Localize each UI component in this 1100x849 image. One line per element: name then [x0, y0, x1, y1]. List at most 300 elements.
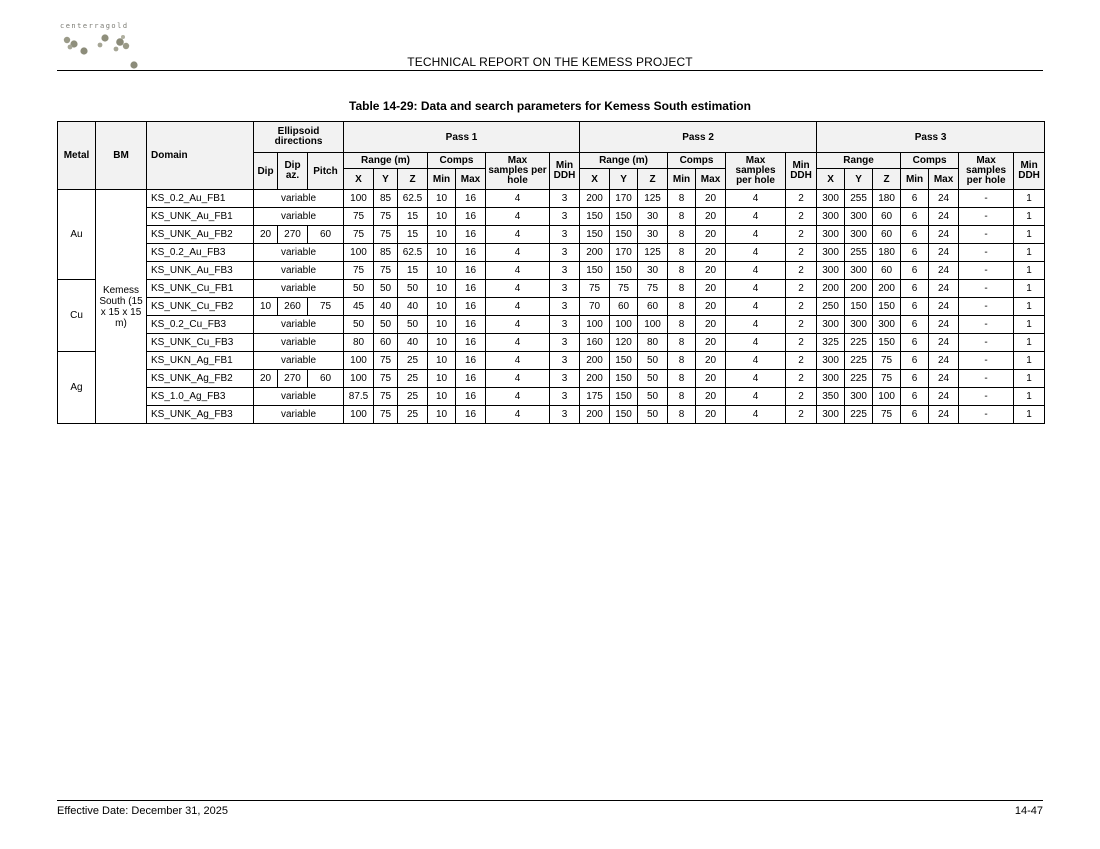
header-bm: BM	[96, 122, 147, 190]
header-p2-comps: Comps	[668, 153, 726, 169]
p2-z-cell: 125	[638, 244, 668, 262]
p1-x-cell: 75	[344, 226, 374, 244]
p3-z-cell: 300	[873, 316, 901, 334]
ellipsoid-dip-cell: 20	[254, 370, 278, 388]
p3-min-ddh-cell: 1	[1014, 244, 1045, 262]
p3-max-samples-cell: -	[959, 208, 1014, 226]
table-row	[58, 334, 1045, 352]
table-row	[58, 190, 1045, 208]
p3-comps-min-cell: 6	[901, 388, 929, 406]
p1-x-cell: 100	[344, 190, 374, 208]
p2-comps-max-cell: 20	[696, 370, 726, 388]
p1-z-cell: 15	[398, 262, 428, 280]
ellipsoid-dip-cell: 20	[254, 226, 278, 244]
p1-x-cell: 100	[344, 352, 374, 370]
bm-cell: Kemess South (15 x 15 x 15 m)	[96, 190, 147, 424]
footer-divider	[57, 800, 1043, 801]
p3-max-samples-cell: -	[959, 406, 1014, 424]
ellipsoid-dip-az-cell: 260	[278, 298, 308, 316]
p3-comps-max-cell: 24	[929, 226, 959, 244]
p2-comps-max-cell: 20	[696, 298, 726, 316]
table-row	[58, 280, 1045, 298]
domain-cell: KS_0.2_Cu_FB3	[147, 316, 254, 334]
p3-min-ddh-cell: 1	[1014, 316, 1045, 334]
estimation-parameters-table-container	[57, 121, 1044, 424]
p2-y-cell: 150	[610, 406, 638, 424]
p1-z-cell: 40	[398, 298, 428, 316]
p2-comps-min-cell: 8	[668, 406, 696, 424]
p3-x-cell: 200	[817, 280, 845, 298]
ellipsoid-variable-cell: variable	[254, 262, 344, 280]
p3-min-ddh-cell: 1	[1014, 388, 1045, 406]
p2-max-samples-cell: 4	[726, 352, 786, 370]
p3-z-cell: 150	[873, 298, 901, 316]
header-p1-x: X	[344, 169, 374, 190]
p3-comps-max-cell: 24	[929, 352, 959, 370]
domain-cell: KS_UNK_Au_FB1	[147, 208, 254, 226]
p1-min-ddh-cell: 3	[550, 316, 580, 334]
p1-min-ddh-cell: 3	[550, 352, 580, 370]
p2-comps-max-cell: 20	[696, 334, 726, 352]
p3-x-cell: 300	[817, 352, 845, 370]
p1-x-cell: 80	[344, 334, 374, 352]
p1-x-cell: 87.5	[344, 388, 374, 406]
p3-z-cell: 200	[873, 280, 901, 298]
p3-x-cell: 300	[817, 262, 845, 280]
p3-comps-min-cell: 6	[901, 190, 929, 208]
p3-z-cell: 180	[873, 244, 901, 262]
p2-x-cell: 100	[580, 316, 610, 334]
p2-z-cell: 50	[638, 352, 668, 370]
p2-z-cell: 50	[638, 388, 668, 406]
p1-y-cell: 75	[374, 406, 398, 424]
p3-x-cell: 300	[817, 226, 845, 244]
ellipsoid-variable-cell: variable	[254, 406, 344, 424]
p2-z-cell: 30	[638, 226, 668, 244]
ellipsoid-variable-cell: variable	[254, 352, 344, 370]
p2-x-cell: 200	[580, 244, 610, 262]
p1-comps-min-cell: 10	[428, 370, 456, 388]
p3-z-cell: 100	[873, 388, 901, 406]
p3-y-cell: 300	[845, 208, 873, 226]
header-pass-3: Pass 3	[817, 122, 1045, 153]
p1-max-samples-cell: 4	[486, 280, 550, 298]
p1-z-cell: 50	[398, 280, 428, 298]
p2-z-cell: 30	[638, 208, 668, 226]
p1-comps-min-cell: 10	[428, 190, 456, 208]
p1-z-cell: 15	[398, 226, 428, 244]
header-p2-x: X	[580, 169, 610, 190]
p3-max-samples-cell: -	[959, 190, 1014, 208]
header-p1-min-ddh: Min DDH	[550, 153, 580, 190]
p3-z-cell: 60	[873, 262, 901, 280]
p3-min-ddh-cell: 1	[1014, 370, 1045, 388]
table-row	[58, 298, 1045, 316]
metal-cell: Ag	[58, 352, 96, 424]
p3-z-cell: 60	[873, 208, 901, 226]
p2-max-samples-cell: 4	[726, 316, 786, 334]
p2-comps-min-cell: 8	[668, 244, 696, 262]
p1-y-cell: 40	[374, 298, 398, 316]
p2-min-ddh-cell: 2	[786, 352, 817, 370]
p2-comps-max-cell: 20	[696, 316, 726, 334]
p2-x-cell: 200	[580, 190, 610, 208]
ellipsoid-variable-cell: variable	[254, 334, 344, 352]
p2-min-ddh-cell: 2	[786, 370, 817, 388]
header-p2-range: Range (m)	[580, 153, 668, 169]
p1-comps-max-cell: 16	[456, 388, 486, 406]
domain-cell: KS_UNK_Cu_FB2	[147, 298, 254, 316]
domain-cell: KS_UNK_Ag_FB3	[147, 406, 254, 424]
p2-max-samples-cell: 4	[726, 406, 786, 424]
header-p2-min: Min	[668, 169, 696, 190]
domain-cell: KS_UNK_Au_FB2	[147, 226, 254, 244]
p1-min-ddh-cell: 3	[550, 226, 580, 244]
p1-x-cell: 75	[344, 208, 374, 226]
p2-max-samples-cell: 4	[726, 226, 786, 244]
header-p1-min: Min	[428, 169, 456, 190]
header-p1-max-samples: Max samples per hole	[486, 153, 550, 190]
p3-z-cell: 75	[873, 406, 901, 424]
p1-comps-max-cell: 16	[456, 208, 486, 226]
p1-x-cell: 100	[344, 244, 374, 262]
estimation-parameters-table	[57, 121, 1045, 424]
p3-max-samples-cell: -	[959, 388, 1014, 406]
p1-min-ddh-cell: 3	[550, 280, 580, 298]
p3-comps-max-cell: 24	[929, 280, 959, 298]
p1-comps-max-cell: 16	[456, 316, 486, 334]
p2-x-cell: 150	[580, 226, 610, 244]
p3-comps-max-cell: 24	[929, 370, 959, 388]
header-p3-x: X	[817, 169, 845, 190]
p1-min-ddh-cell: 3	[550, 208, 580, 226]
p2-max-samples-cell: 4	[726, 262, 786, 280]
p1-x-cell: 50	[344, 280, 374, 298]
p2-max-samples-cell: 4	[726, 388, 786, 406]
p3-z-cell: 75	[873, 370, 901, 388]
p1-min-ddh-cell: 3	[550, 262, 580, 280]
header-p1-y: Y	[374, 169, 398, 190]
p1-min-ddh-cell: 3	[550, 244, 580, 262]
p1-y-cell: 75	[374, 388, 398, 406]
p2-min-ddh-cell: 2	[786, 190, 817, 208]
domain-cell: KS_0.2_Au_FB1	[147, 190, 254, 208]
p1-y-cell: 50	[374, 316, 398, 334]
p1-y-cell: 85	[374, 190, 398, 208]
p1-z-cell: 25	[398, 388, 428, 406]
p1-comps-max-cell: 16	[456, 280, 486, 298]
p2-max-samples-cell: 4	[726, 298, 786, 316]
p2-comps-max-cell: 20	[696, 208, 726, 226]
p2-comps-max-cell: 20	[696, 262, 726, 280]
p1-min-ddh-cell: 3	[550, 406, 580, 424]
ellipsoid-variable-cell: variable	[254, 280, 344, 298]
domain-cell: KS_UNK_Cu_FB3	[147, 334, 254, 352]
p3-comps-max-cell: 24	[929, 244, 959, 262]
p1-x-cell: 75	[344, 262, 374, 280]
p2-max-samples-cell: 4	[726, 370, 786, 388]
p3-x-cell: 350	[817, 388, 845, 406]
p3-min-ddh-cell: 1	[1014, 334, 1045, 352]
p2-x-cell: 200	[580, 370, 610, 388]
table-row	[58, 262, 1045, 280]
header-p1-max: Max	[456, 169, 486, 190]
p3-comps-min-cell: 6	[901, 280, 929, 298]
p3-y-cell: 225	[845, 334, 873, 352]
p1-y-cell: 75	[374, 226, 398, 244]
p3-y-cell: 300	[845, 316, 873, 334]
metal-cell: Cu	[58, 280, 96, 352]
p3-max-samples-cell: -	[959, 316, 1014, 334]
p3-min-ddh-cell: 1	[1014, 208, 1045, 226]
p2-comps-min-cell: 8	[668, 280, 696, 298]
p2-y-cell: 150	[610, 208, 638, 226]
p1-comps-max-cell: 16	[456, 406, 486, 424]
p1-comps-max-cell: 16	[456, 226, 486, 244]
p3-x-cell: 300	[817, 244, 845, 262]
report-title: TECHNICAL REPORT ON THE KEMESS PROJECT	[407, 55, 693, 69]
header-p3-y: Y	[845, 169, 873, 190]
p3-min-ddh-cell: 1	[1014, 406, 1045, 424]
p2-comps-max-cell: 20	[696, 244, 726, 262]
p1-max-samples-cell: 4	[486, 406, 550, 424]
p3-comps-min-cell: 6	[901, 244, 929, 262]
p1-comps-min-cell: 10	[428, 388, 456, 406]
ellipsoid-pitch-cell: 60	[308, 370, 344, 388]
p3-comps-max-cell: 24	[929, 334, 959, 352]
p3-x-cell: 300	[817, 208, 845, 226]
p1-y-cell: 50	[374, 280, 398, 298]
p1-comps-min-cell: 10	[428, 280, 456, 298]
header-metal: Metal	[58, 122, 96, 190]
p3-max-samples-cell: -	[959, 226, 1014, 244]
p3-min-ddh-cell: 1	[1014, 226, 1045, 244]
domain-cell: KS_0.2_Au_FB3	[147, 244, 254, 262]
metal-cell: Au	[58, 190, 96, 280]
table-row	[58, 388, 1045, 406]
header-p2-max-samples: Max samples per hole	[726, 153, 786, 190]
p3-comps-min-cell: 6	[901, 334, 929, 352]
p3-comps-max-cell: 24	[929, 316, 959, 334]
p3-min-ddh-cell: 1	[1014, 298, 1045, 316]
p3-comps-min-cell: 6	[901, 406, 929, 424]
domain-cell: KS_1.0_Ag_FB3	[147, 388, 254, 406]
p1-y-cell: 85	[374, 244, 398, 262]
p2-comps-min-cell: 8	[668, 298, 696, 316]
p3-comps-max-cell: 24	[929, 208, 959, 226]
p1-y-cell: 75	[374, 352, 398, 370]
p1-x-cell: 100	[344, 370, 374, 388]
ellipsoid-variable-cell: variable	[254, 244, 344, 262]
p1-z-cell: 40	[398, 334, 428, 352]
p2-z-cell: 50	[638, 370, 668, 388]
p2-y-cell: 100	[610, 316, 638, 334]
p3-comps-max-cell: 24	[929, 388, 959, 406]
p3-y-cell: 225	[845, 370, 873, 388]
p2-min-ddh-cell: 2	[786, 316, 817, 334]
page-number: 14-47	[1014, 805, 1043, 817]
header-ellipsoid-directions: Ellipsoid directions	[254, 122, 344, 153]
p1-max-samples-cell: 4	[486, 388, 550, 406]
header-p1-comps: Comps	[428, 153, 486, 169]
p3-x-cell: 300	[817, 316, 845, 334]
p3-comps-min-cell: 6	[901, 208, 929, 226]
logo-wordmark: centerragold	[60, 22, 129, 30]
p2-y-cell: 150	[610, 388, 638, 406]
header-p2-max: Max	[696, 169, 726, 190]
p3-z-cell: 150	[873, 334, 901, 352]
p2-min-ddh-cell: 2	[786, 334, 817, 352]
p2-z-cell: 125	[638, 190, 668, 208]
p1-max-samples-cell: 4	[486, 370, 550, 388]
p2-comps-max-cell: 20	[696, 280, 726, 298]
p1-comps-min-cell: 10	[428, 406, 456, 424]
ellipsoid-variable-cell: variable	[254, 208, 344, 226]
ellipsoid-variable-cell: variable	[254, 190, 344, 208]
table-row	[58, 370, 1045, 388]
p1-z-cell: 62.5	[398, 190, 428, 208]
p2-min-ddh-cell: 2	[786, 298, 817, 316]
p2-comps-max-cell: 20	[696, 190, 726, 208]
p2-max-samples-cell: 4	[726, 208, 786, 226]
header-p2-y: Y	[610, 169, 638, 190]
p1-comps-min-cell: 10	[428, 316, 456, 334]
header-p1-z: Z	[398, 169, 428, 190]
p1-min-ddh-cell: 3	[550, 298, 580, 316]
p1-y-cell: 75	[374, 370, 398, 388]
p1-min-ddh-cell: 3	[550, 388, 580, 406]
p1-max-samples-cell: 4	[486, 352, 550, 370]
p1-z-cell: 25	[398, 370, 428, 388]
p3-z-cell: 75	[873, 352, 901, 370]
p3-y-cell: 255	[845, 190, 873, 208]
p2-max-samples-cell: 4	[726, 190, 786, 208]
p2-x-cell: 175	[580, 388, 610, 406]
domain-cell: KS_UNK_Cu_FB1	[147, 280, 254, 298]
table-row	[58, 406, 1045, 424]
p3-comps-min-cell: 6	[901, 298, 929, 316]
p2-min-ddh-cell: 2	[786, 262, 817, 280]
header-pass-2: Pass 2	[580, 122, 817, 153]
p3-comps-min-cell: 6	[901, 316, 929, 334]
p1-min-ddh-cell: 3	[550, 190, 580, 208]
ellipsoid-variable-cell: variable	[254, 388, 344, 406]
p1-comps-min-cell: 10	[428, 226, 456, 244]
p3-x-cell: 250	[817, 298, 845, 316]
p2-comps-max-cell: 20	[696, 388, 726, 406]
p3-x-cell: 300	[817, 406, 845, 424]
p1-comps-max-cell: 16	[456, 262, 486, 280]
ellipsoid-dip-cell: 10	[254, 298, 278, 316]
header-pitch: Pitch	[308, 153, 344, 190]
p1-comps-max-cell: 16	[456, 352, 486, 370]
p1-comps-min-cell: 10	[428, 334, 456, 352]
p1-x-cell: 50	[344, 316, 374, 334]
p3-min-ddh-cell: 1	[1014, 190, 1045, 208]
p2-max-samples-cell: 4	[726, 244, 786, 262]
p2-y-cell: 150	[610, 370, 638, 388]
p3-comps-max-cell: 24	[929, 262, 959, 280]
table-row	[58, 208, 1045, 226]
p3-y-cell: 200	[845, 280, 873, 298]
p1-y-cell: 60	[374, 334, 398, 352]
p2-y-cell: 170	[610, 190, 638, 208]
header-p2-min-ddh: Min DDH	[786, 153, 817, 190]
p1-z-cell: 25	[398, 406, 428, 424]
p2-y-cell: 170	[610, 244, 638, 262]
p1-max-samples-cell: 4	[486, 298, 550, 316]
p2-x-cell: 75	[580, 280, 610, 298]
p2-z-cell: 75	[638, 280, 668, 298]
p1-comps-min-cell: 10	[428, 298, 456, 316]
p3-y-cell: 300	[845, 226, 873, 244]
header-p3-comps: Comps	[901, 153, 959, 169]
header-p3-max: Max	[929, 169, 959, 190]
p3-comps-min-cell: 6	[901, 262, 929, 280]
p3-comps-max-cell: 24	[929, 298, 959, 316]
p2-y-cell: 120	[610, 334, 638, 352]
header-p3-z: Z	[873, 169, 901, 190]
table-title: Table 14-29: Data and search parameters for Kemess South estimation	[349, 99, 751, 113]
p3-y-cell: 255	[845, 244, 873, 262]
p1-z-cell: 25	[398, 352, 428, 370]
table-row	[58, 352, 1045, 370]
p1-min-ddh-cell: 3	[550, 370, 580, 388]
p3-comps-min-cell: 6	[901, 226, 929, 244]
p2-comps-min-cell: 8	[668, 334, 696, 352]
header-dip: Dip	[254, 153, 278, 190]
p1-comps-min-cell: 10	[428, 262, 456, 280]
p2-min-ddh-cell: 2	[786, 208, 817, 226]
p1-comps-max-cell: 16	[456, 244, 486, 262]
p1-z-cell: 15	[398, 208, 428, 226]
p3-min-ddh-cell: 1	[1014, 280, 1045, 298]
p3-max-samples-cell: -	[959, 262, 1014, 280]
p2-y-cell: 60	[610, 298, 638, 316]
p1-y-cell: 75	[374, 262, 398, 280]
header-domain: Domain	[147, 122, 254, 190]
p3-y-cell: 300	[845, 388, 873, 406]
p2-z-cell: 60	[638, 298, 668, 316]
p3-x-cell: 300	[817, 370, 845, 388]
p2-z-cell: 80	[638, 334, 668, 352]
p1-max-samples-cell: 4	[486, 226, 550, 244]
p3-z-cell: 60	[873, 226, 901, 244]
p2-z-cell: 50	[638, 406, 668, 424]
p2-min-ddh-cell: 2	[786, 388, 817, 406]
p3-max-samples-cell: -	[959, 298, 1014, 316]
p3-min-ddh-cell: 1	[1014, 262, 1045, 280]
p2-min-ddh-cell: 2	[786, 226, 817, 244]
p3-y-cell: 300	[845, 262, 873, 280]
p1-max-samples-cell: 4	[486, 262, 550, 280]
p2-x-cell: 200	[580, 352, 610, 370]
table-body	[58, 190, 1045, 424]
ellipsoid-pitch-cell: 60	[308, 226, 344, 244]
p3-max-samples-cell: -	[959, 352, 1014, 370]
domain-cell: KS_UNK_Au_FB3	[147, 262, 254, 280]
p1-x-cell: 45	[344, 298, 374, 316]
ellipsoid-dip-az-cell: 270	[278, 370, 308, 388]
p2-comps-min-cell: 8	[668, 370, 696, 388]
p1-x-cell: 100	[344, 406, 374, 424]
effective-date: Effective Date: December 31, 2025	[57, 805, 229, 817]
p2-y-cell: 150	[610, 226, 638, 244]
p3-comps-max-cell: 24	[929, 190, 959, 208]
p3-x-cell: 325	[817, 334, 845, 352]
p2-comps-min-cell: 8	[668, 226, 696, 244]
p2-comps-max-cell: 20	[696, 226, 726, 244]
